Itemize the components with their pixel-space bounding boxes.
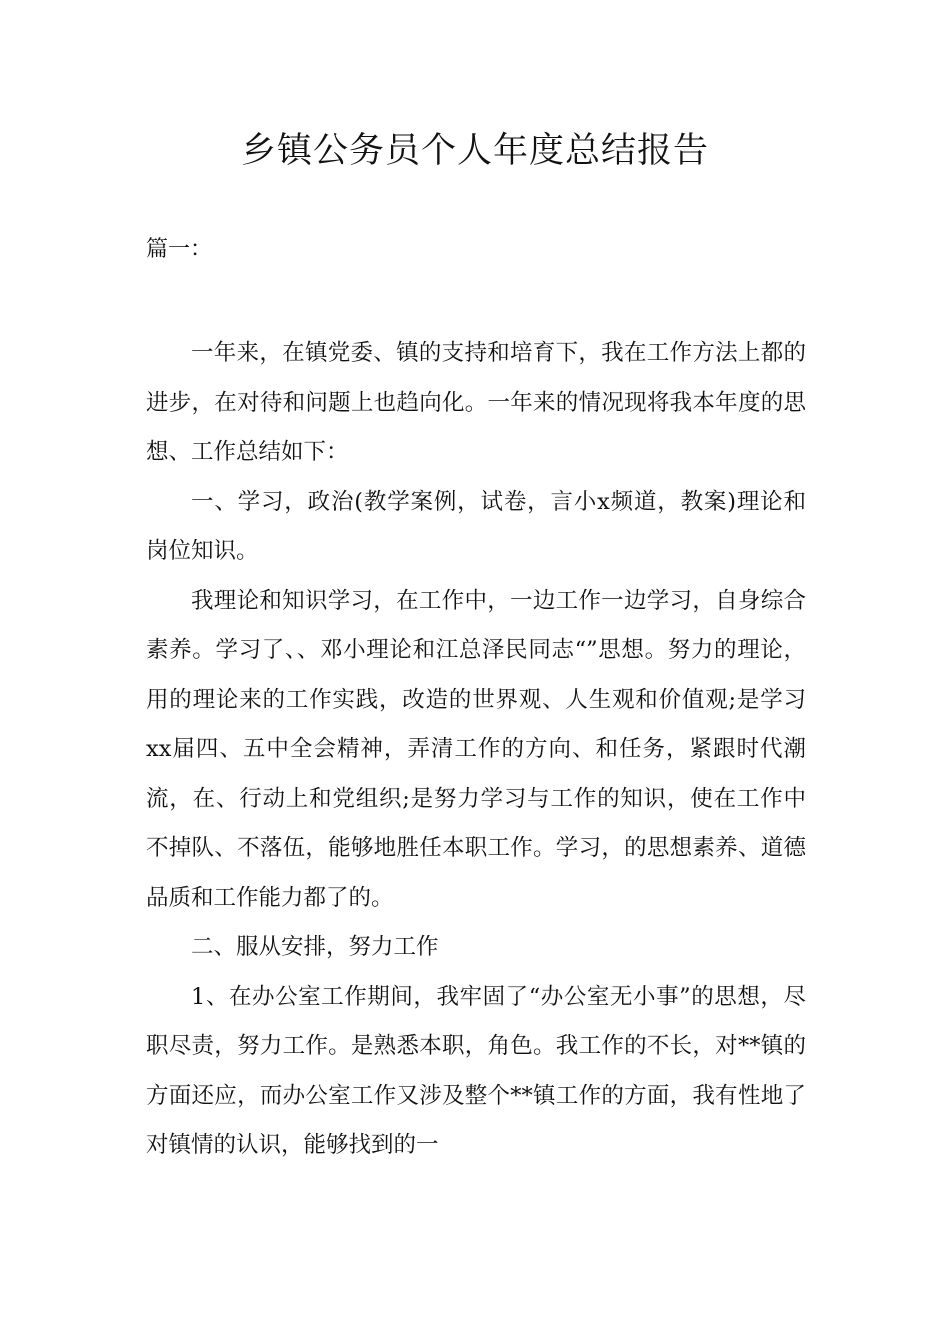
- document-title: 乡镇公务员个人年度总结报告: [240, 131, 709, 171]
- section-label: 篇一：: [146, 237, 213, 262]
- paragraph-study: 我理论和知识学习，在工作中，一边工作一边学习，自身综合素养。学习了、、邓小理论和江总泽民同志“”思想。努力的理论，用的理论来的工作实践，改造的世界观、人生观和价值观;是学习xx届四、五中全会精神，弄清工作的方向、和任务，紧跟时代潮流，在、行动上和党组织;是努力学习与工作的知识，使在工作中不掉队、不落伍，能够地胜任本职工作。学习，的思想素养、道德品质和工作能力都了的。: [146, 587, 806, 911]
- document-body: [146, 329, 806, 1171]
- paragraph-intro: 一年来，在镇党委、镇的支持和培育下，我在工作方法上都的进步，在对待和问题上也趋向化。一年来的情况现将我本年度的思想、工作总结如下：: [146, 340, 806, 465]
- heading-study: 一、学习，政治(教学案例，试卷，言小x频道，教案)理论和岗位知识。: [146, 488, 806, 564]
- heading-work: 二、服从安排，努力工作: [191, 934, 439, 960]
- paragraph-office-work: 1、在办公室工作期间，我牢固了“办公室无小事”的思想，尽职尽责，努力工作。是熟悉本职，角色。我工作的不长，对**镇的方面还应，而办公室工作又涉及整个**镇工作的方面，我有性地了对镇情的认识，能够找到的一: [146, 983, 806, 1158]
